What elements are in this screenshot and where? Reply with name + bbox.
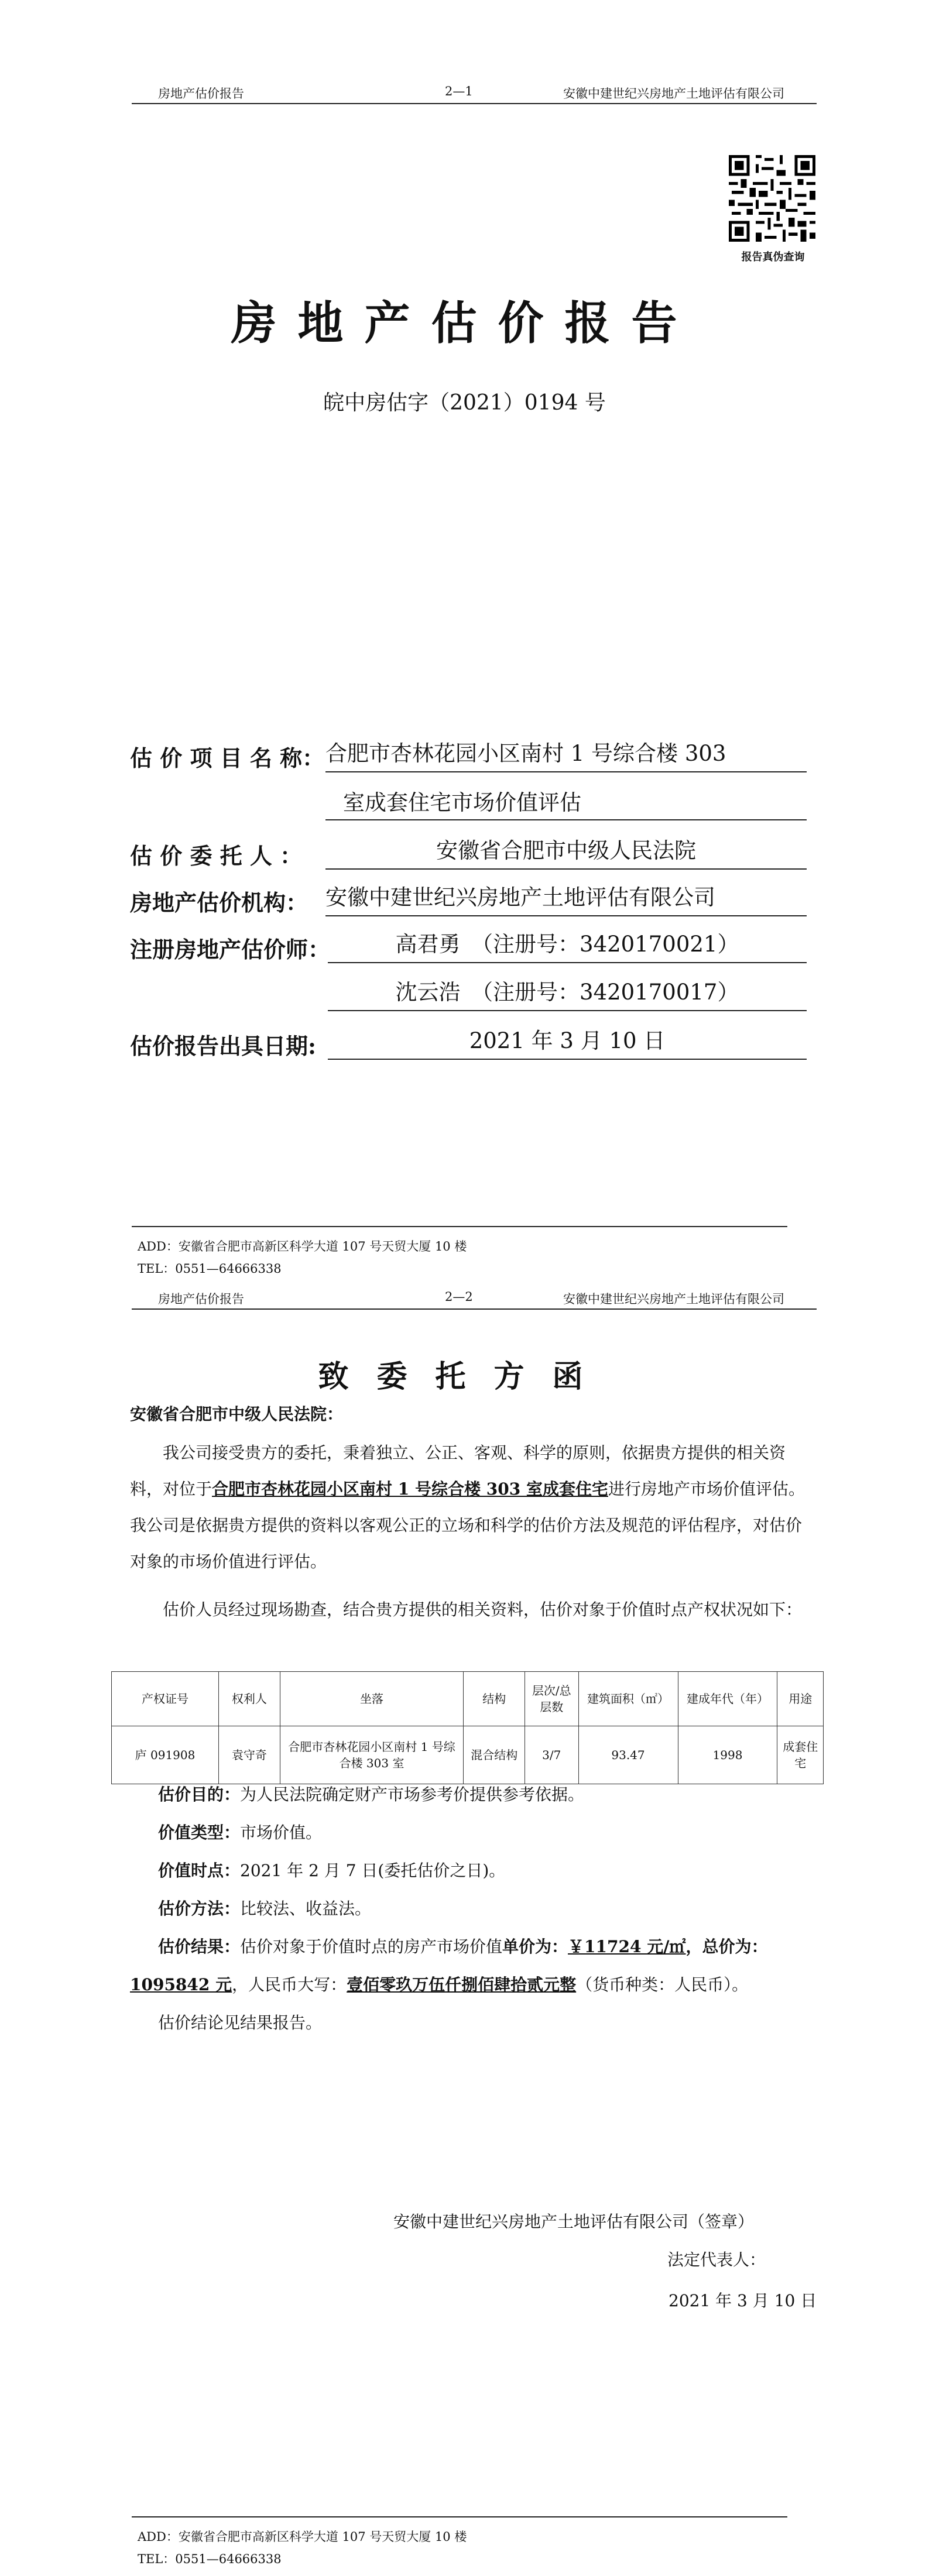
page-footer	[132, 1226, 787, 1280]
report-title: 房地产估价报告	[231, 297, 698, 350]
result-caps-key: ，人民币大写：	[232, 1975, 347, 1994]
p1-text-c: 进行房地产市场价值评估。我公司是依据贵方提供的资料以客观公正的立场和科学的估价方法及规范的评估程序，对估价对象的市场价值进行评估。	[130, 1479, 805, 1571]
agency-value: 安徽中建世纪兴房地产土地评估有限公司	[325, 882, 807, 916]
conclusion-line: 估价结论见结果报告。	[158, 2013, 323, 2032]
result-unit-price: ￥11724 元/㎡	[568, 1937, 686, 1956]
letter-addressee: 安徽省合肥市中级人民法院：	[130, 1404, 344, 1424]
page-header	[132, 82, 817, 104]
project-value-line1: 合肥市杏林花园小区南村 1 号综合楼 303	[325, 739, 807, 772]
appraiser-label: 注册房地产估价师：	[130, 936, 331, 963]
purpose-value: 为人民法院确定财产市场参考价提供参考依据。	[240, 1785, 585, 1804]
table-header: 用途	[777, 1672, 824, 1726]
project-label: 估 价 项 目 名 称：	[130, 745, 325, 771]
p1-property: 合肥市杏林花园小区南村 1 号综合楼 303 室成套住宅	[212, 1479, 608, 1499]
result-line-2	[130, 1972, 748, 1995]
footer-address: ADD：安徽省合肥市高新区科学大道 107 号天贸大厦 10 楼	[138, 2530, 467, 2544]
letter-paragraph-1	[130, 1435, 818, 1580]
table-row	[112, 1726, 824, 1784]
result-key: 估价结果：	[158, 1937, 241, 1956]
result-text: 估价对象于价值时点的房产市场价值	[240, 1937, 503, 1956]
signature-representative: 法定代表人：	[667, 2250, 766, 2269]
value-time-key: 价值时点：	[158, 1861, 241, 1880]
page-header	[132, 1287, 817, 1310]
usage-cell: 成套住宅	[777, 1726, 824, 1784]
result-unit-key: 单价为：	[502, 1937, 568, 1956]
appraiser-2: 沈云浩 （注册号：3420170017）	[328, 977, 807, 1011]
table-header: 产权证号	[112, 1672, 219, 1726]
result-caps-value: 壹佰零玖万伍仟捌佰肆拾贰元整	[347, 1975, 577, 1994]
header-left: 房地产估价报告	[158, 87, 244, 101]
structure-cell: 混合结构	[464, 1726, 525, 1784]
owner-cell: 袁守奇	[219, 1726, 280, 1784]
value-type-key: 价值类型：	[158, 1823, 241, 1842]
client-label: 估 价 委 托 人 ：	[130, 843, 303, 869]
table-header: 权利人	[219, 1672, 280, 1726]
p1-text-a: 我公司接受贵方的委托，秉着独立、公正、客观、科学的原则，依据贵方提供的相关资料，对位于	[130, 1443, 786, 1499]
appraiser-1: 高君勇 （注册号：3420170021）	[328, 929, 807, 963]
result-total-price: 1095842 元	[130, 1975, 232, 1994]
purpose-key: 估价目的：	[158, 1785, 241, 1804]
letter-title: 致委托方函	[318, 1359, 611, 1395]
table-header: 建成年代（年）	[678, 1672, 777, 1726]
header-page-number: 2—2	[445, 1290, 473, 1304]
qr-code-icon[interactable]	[729, 155, 815, 242]
footer-tel: TEL：0551—64666338	[138, 1262, 282, 1276]
header-left: 房地产估价报告	[158, 1292, 244, 1306]
method-value: 比较法、收益法。	[240, 1899, 372, 1918]
qr-caption: 报告真伪查询	[741, 251, 805, 263]
value-type-line	[158, 1820, 322, 1843]
table-header: 建筑面积（㎡）	[578, 1672, 678, 1726]
signature-date: 2021 年 3 月 10 日	[669, 2291, 817, 2310]
header-right: 安徽中建世纪兴房地产土地评估有限公司	[563, 1292, 784, 1306]
page-footer	[132, 2516, 787, 2570]
signature-company: 安徽中建世纪兴房地产土地评估有限公司（签章）	[393, 2212, 755, 2231]
property-table	[111, 1671, 824, 1784]
area-cell: 93.47	[578, 1726, 678, 1784]
footer-address: ADD：安徽省合肥市高新区科学大道 107 号天贸大厦 10 楼	[138, 1239, 467, 1253]
footer-tel: TEL：0551—64666338	[138, 2552, 282, 2566]
result-total-key: ，总价为：	[685, 1937, 768, 1956]
location-cell: 合肥市杏林花园小区南村 1 号综合楼 303 室	[280, 1726, 464, 1784]
date-label: 估价报告出具日期:	[130, 1033, 317, 1059]
cert-number-cell: 庐 091908	[112, 1726, 219, 1784]
date-value: 2021 年 3 月 10 日	[328, 1026, 807, 1060]
method-line	[158, 1896, 371, 1919]
agency-label: 房地产估价机构：	[130, 889, 308, 916]
result-line	[158, 1934, 767, 1957]
table-header: 坐落	[280, 1672, 464, 1726]
project-value-line2: 室成套住宅市场价值评估	[325, 788, 807, 820]
value-time-line	[158, 1858, 505, 1881]
letter-paragraph-2: 估价人员经过现场勘查，结合贵方提供的相关资料，估价对象于价值时点产权状况如下：	[163, 1600, 803, 1619]
table-header: 层次/总层数	[525, 1672, 579, 1726]
result-currency: （货币种类：人民币）。	[576, 1975, 749, 1994]
cover-page	[0, 0, 929, 1287]
table-header: 结构	[464, 1672, 525, 1726]
document-number: 皖中房估字（2021）0194 号	[323, 391, 606, 415]
year-cell: 1998	[678, 1726, 777, 1784]
purpose-line	[158, 1782, 584, 1805]
floor-cell: 3/7	[525, 1726, 579, 1784]
header-right: 安徽中建世纪兴房地产土地评估有限公司	[563, 87, 784, 101]
method-key: 估价方法：	[158, 1899, 241, 1918]
header-page-number: 2—1	[445, 84, 473, 98]
table-header-row	[112, 1672, 824, 1726]
value-type-value: 市场价值。	[240, 1823, 323, 1842]
value-time-value: 2021 年 2 月 7 日(委托估价之日)。	[240, 1861, 506, 1880]
client-value: 安徽省合肥市中级人民法院	[325, 836, 807, 870]
